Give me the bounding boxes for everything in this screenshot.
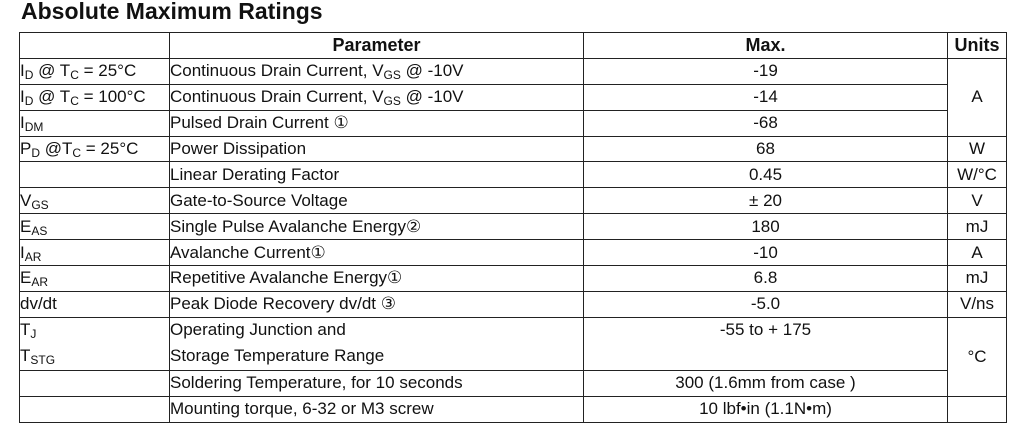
table-row [20,58,1007,84]
page-title: Absolute Maximum Ratings [21,0,323,24]
max-cell: 68 [584,136,948,162]
max-cell: -5.0 [584,291,948,317]
units-cell: V/ns [948,291,1007,317]
parameter-cell: Mounting torque, 6-32 or M3 screw [170,396,584,422]
symbol-cell: $E_{AS}$ [20,214,170,240]
symbol-cell [20,162,170,188]
symbol-cell: $P_D$ $@T_C = 25^\circ C$ [20,136,170,162]
parameter-cell: Pulsed Drain Current ① [170,110,584,136]
max-cell: ± 20 [584,188,948,214]
table-row [20,214,1007,240]
parameter-cell: Soldering Temperature, for 10 seconds [170,370,584,396]
max-cell: -19 [584,58,948,84]
units-cell: V [948,188,1007,214]
parameter-cell: Repetitive Avalanche Energy① [170,266,584,292]
symbol-cell: $I_D$ @ $T_C = 25^\circ C$ [20,58,170,84]
header-symbol [20,33,170,59]
symbol-cell: dv/dt [20,291,170,317]
max-cell: 180 [584,214,948,240]
max-cell: -68 [584,110,948,136]
table-row [20,370,1007,396]
parameter-cell: Power Dissipation [170,136,584,162]
max-cell: -14 [584,84,948,110]
table-row [20,162,1007,188]
ratings-table [19,32,1007,423]
units-cell: W [948,136,1007,162]
header-units: Units [948,33,1007,59]
max-cell: 6.8 [584,266,948,292]
parameter-cell: Gate-to-Source Voltage [170,188,584,214]
parameter-cell: Avalanche Current① [170,240,584,266]
symbol-cell: $V_{GS}$ [20,188,170,214]
symbol-cell [20,370,170,396]
table-row [20,84,1007,110]
max-cell: 300 (1.6mm from case ) [584,370,948,396]
parameter-cell: Continuous Drain Current, $V_{GS}$ @ -10V [170,84,584,110]
table-row [20,396,1007,422]
symbol-cell: $I_{AR}$ [20,240,170,266]
header-max: Max. [584,33,948,59]
symbol-cell: $E_{AR}$ [20,266,170,292]
parameter-cell: Peak Diode Recovery dv/dt ③ [170,291,584,317]
units-cell-temperature: °C [948,317,1007,396]
symbol-cell [20,396,170,422]
parameter-cell: Continuous Drain Current, $V_{GS}$ @ -10V [170,58,584,84]
table-row [20,188,1007,214]
symbol-cell: $I_{DM}$ [20,110,170,136]
units-cell: A [948,240,1007,266]
table-row [20,110,1007,136]
table-row [20,317,1007,370]
symbol-cell: $T_J$ $T_{STG}$ [20,317,170,370]
table-row [20,266,1007,292]
max-cell: 0.45 [584,162,948,188]
units-cell: mJ [948,214,1007,240]
units-cell: W/°C [948,162,1007,188]
header-parameter: Parameter [170,33,584,59]
parameter-cell: Operating Junction and Storage Temperature Range [170,317,584,370]
symbol-cell: $I_D$ @ $T_C = 100^\circ C$ [20,84,170,110]
table-row [20,291,1007,317]
units-cell-current: A [948,58,1007,136]
table-row [20,136,1007,162]
units-cell: mJ [948,266,1007,292]
units-cell [948,396,1007,422]
table-row [20,240,1007,266]
table-header-row [20,33,1007,59]
max-cell: 10 lbf•in (1.1N•m) [584,396,948,422]
max-cell: -10 [584,240,948,266]
parameter-cell: Single Pulse Avalanche Energy② [170,214,584,240]
max-cell: -55 to + 175 [584,317,948,370]
parameter-cell: Linear Derating Factor [170,162,584,188]
